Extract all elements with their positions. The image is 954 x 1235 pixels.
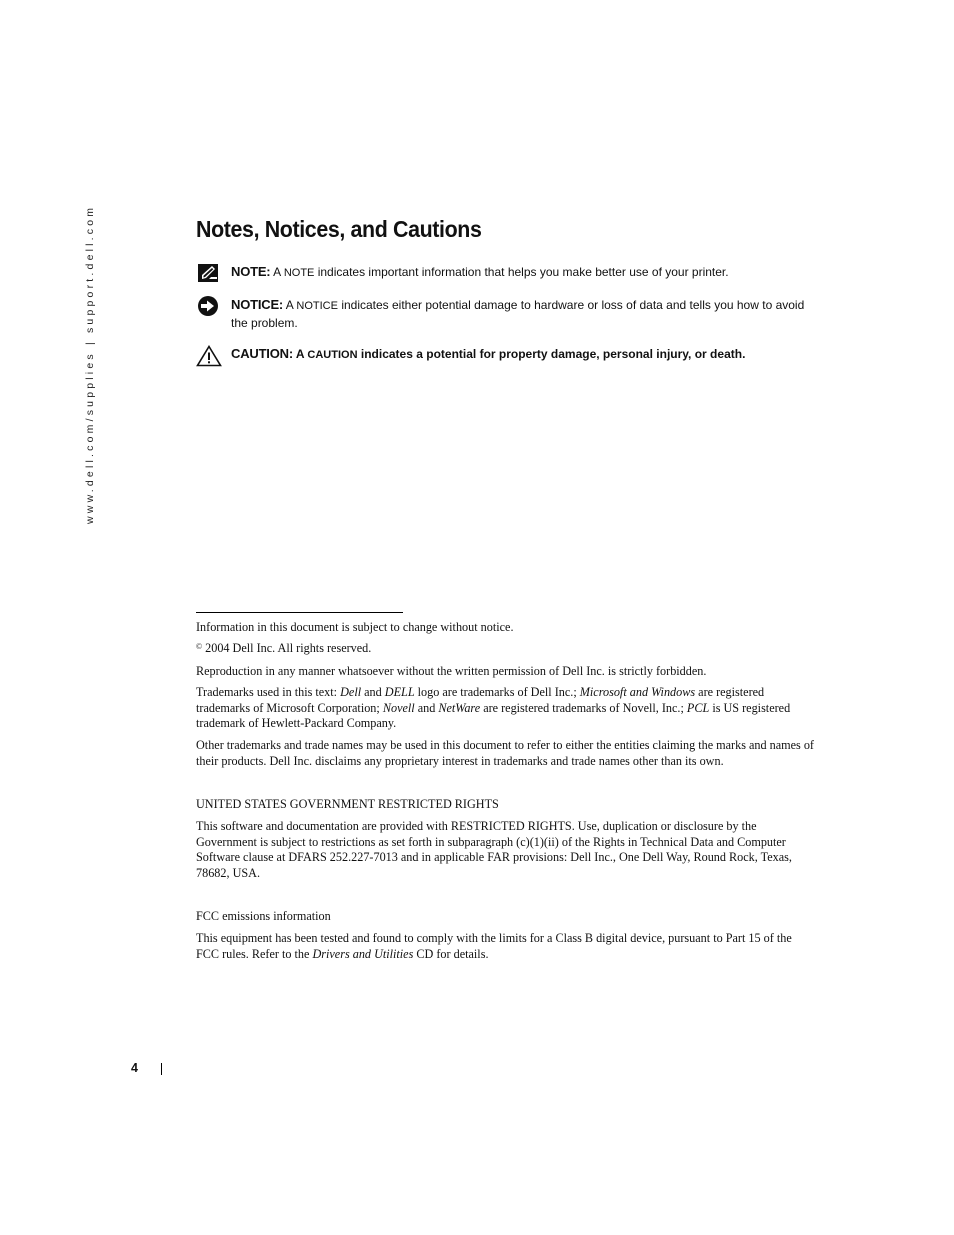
tm-novell: Novell [382,700,415,715]
copyright-text: 2004 Dell Inc. All rights reserved. [205,641,372,655]
footnote-divider [196,612,403,613]
note-body: indicates important information that helps you make better use of your printer. [317,265,729,279]
notice-callout [196,296,816,336]
page-number: 4 [131,1061,138,1075]
caution-article: A [295,347,305,361]
note-article: A [273,265,281,279]
fcc-text-2: CD for details. [416,946,489,961]
notice-keyword: NOTICE [296,300,338,312]
arrow-circle-notice-icon [196,296,222,316]
notice-text [231,296,821,332]
tm-microsoft: Microsoft and Windows [579,685,696,699]
reproduction-notice: Reproduction in any manner whatsoever without the written permission of Dell Inc. is strictly forbidden. [196,664,707,678]
caution-body: indicates a potential for property damage, personal injury, or death. [360,347,746,361]
tm-text-2: and [364,685,382,699]
sidebar-url-text: www.dell.com/supplies | support.dell.com [84,204,96,524]
caution-keyword: CAUTION [307,349,358,361]
note-keyword: NOTE [283,267,315,279]
tm-text-6: are registered trademarks of Novell, Inc.; [483,700,684,715]
trademarks-paragraph [196,685,816,732]
fcc-text-1: This equipment has been tested and found to comply with the limits for a Class B digital device, pursuant to Part 15 of the FCC rules. Refer to the [196,931,792,961]
us-gov-heading: UNITED STATES GOVERNMENT RESTRICTED RIGHTS [196,797,499,811]
tm-text-5: and [417,700,436,715]
fcc-cd-name: Drivers and Utilities [312,946,414,961]
tm-pcl: PCL [686,700,710,715]
tm-text-7: is US registered trademark of Hewlett-Packard Company. [196,700,791,731]
us-gov-paragraph: This software and documentation are provided with RESTRICTED RIGHTS. Use, duplication or disclosure by the Government is subject to restrictions as set forth in subparagraph (c)(1)(ii) of the Rights in Technical Data and Computer Software clause at DFARS 252.227-7013 and in applicable FAR provisions: Dell Inc., One Dell Way, Round Rock, Texas, 78682, USA. [196,819,792,880]
pencil-note-icon [196,263,222,283]
tm-dell-logo: DELL [384,685,415,699]
fcc-paragraph [196,931,816,962]
tm-text-4: are registered trademarks of Microsoft Corporation; [196,685,765,715]
warning-triangle-icon [196,345,222,365]
tm-text-1: Trademarks used in this text: [196,685,338,699]
note-text [231,263,821,282]
fcc-heading: FCC emissions information [196,909,331,923]
footer-separator [161,1063,162,1075]
notice-lead: NOTICE: [231,297,284,312]
notice-article: A [285,298,294,312]
page-title: Notes, Notices, and Cautions [196,216,482,242]
tm-dell: Dell [340,685,362,699]
notice-body: indicates either potential damage to hardware or loss of data and tells you how to avoid the problem. [231,298,805,330]
other-trademarks-paragraph: Other trademarks and trade names may be used in this document to refer to either the entities claiming the marks and names of their products. Dell Inc. disclaims any proprietary interest in trademarks and trade names other than its own. [196,738,814,768]
tm-text-3: logo are trademarks of Dell Inc.; [417,685,577,699]
subject-to-change-note: Information in this document is subject to change without notice. [196,620,514,634]
caution-lead: CAUTION: [231,346,293,361]
note-callout [196,263,816,283]
note-lead: NOTE: [231,264,271,279]
caution-callout [196,345,816,367]
copyright-symbol: © [196,642,203,651]
caution-text [231,345,821,364]
tm-netware: NetWare [438,700,481,715]
copyright-line [196,641,816,657]
